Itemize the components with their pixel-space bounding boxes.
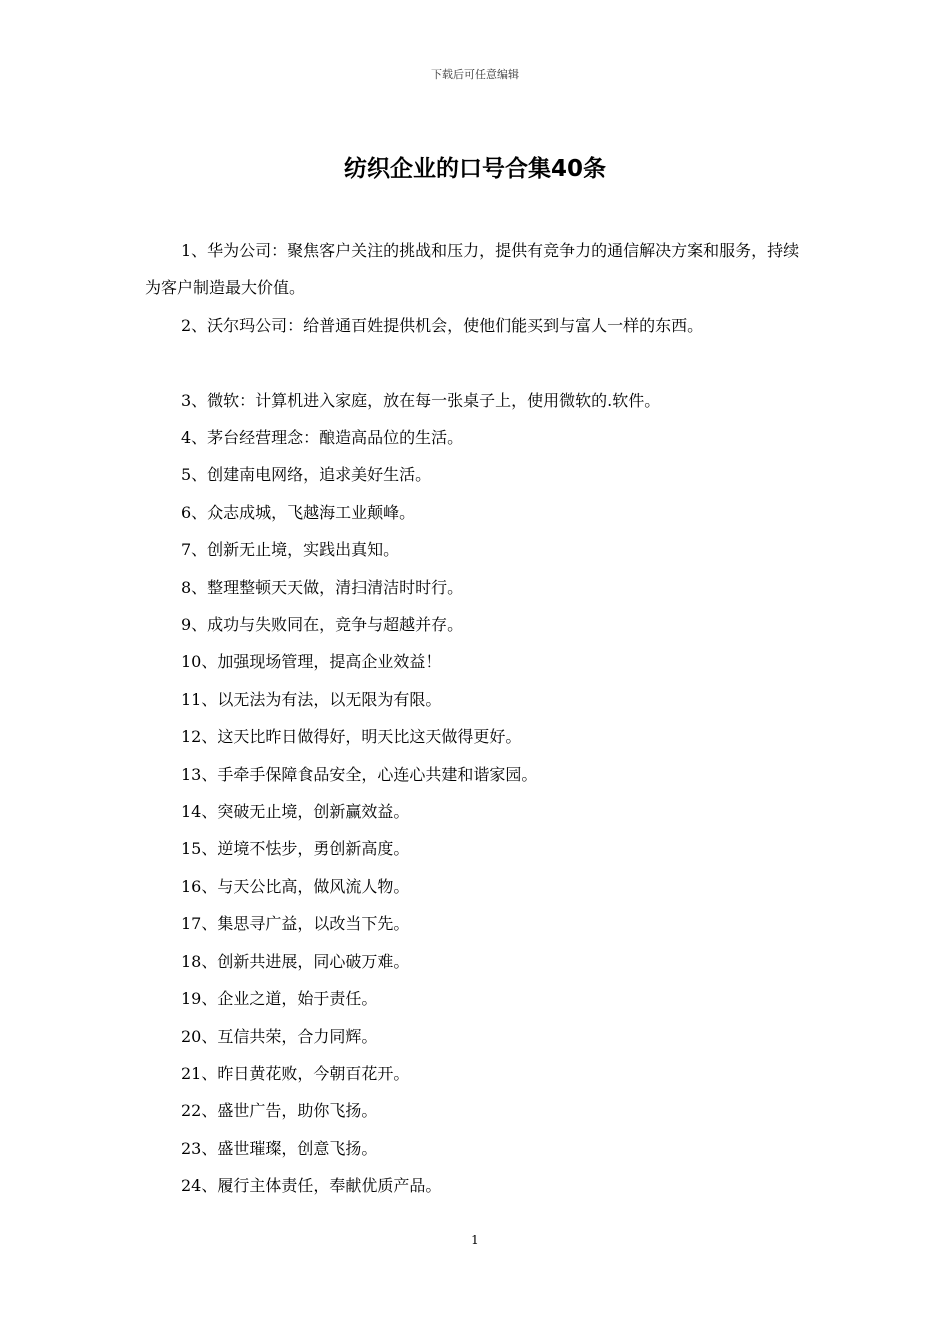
- list-item: 2、沃尔玛公司：给普通百姓提供机会，使他们能买到与富人一样的东西。: [181, 315, 704, 335]
- slogan-list: [145, 232, 810, 1205]
- list-item: 4、茅台经营理念：酿造高品位的生活。: [181, 428, 464, 448]
- list-item: 6、众志成城，飞越海工业颠峰。: [181, 502, 416, 522]
- list-item: 21、昨日黄花败，今朝百花开。: [181, 1063, 410, 1083]
- list-item: 23、盛世璀璨，创意飞扬。: [181, 1138, 378, 1158]
- list-item: 13、手牵手保障食品安全，心连心共建和谐家园。: [181, 764, 538, 784]
- list-item: 15、逆境不怯步，勇创新高度。: [181, 839, 410, 859]
- list-item: 14、突破无止境，创新赢效益。: [181, 802, 410, 822]
- list-item: 20、互信共荣，合力同辉。: [181, 1026, 378, 1046]
- list-item: 11、以无法为有法，以无限为有限。: [181, 689, 442, 709]
- list-item: 7、创新无止境，实践出真知。: [181, 540, 400, 560]
- list-item: 17、集思寻广益，以改当下先。: [181, 914, 410, 934]
- list-item: 18、创新共进展，同心破万难。: [181, 951, 410, 971]
- list-item: 9、成功与失败同在，竞争与超越并存。: [181, 615, 464, 635]
- list-item: 8、整理整顿天天做，清扫清洁时时行。: [181, 577, 464, 597]
- list-item: 1、华为公司：聚焦客户关注的挑战和压力，提供有竞争力的通信解决方案和服务，持续为客户制造最大价值。: [145, 241, 800, 298]
- page-title: 纺织企业的口号合集40条: [343, 156, 606, 182]
- page-header-note: 下载后可任意编辑: [431, 68, 519, 81]
- list-item: 24、履行主体责任，奉献优质产品。: [181, 1176, 442, 1196]
- list-item: 22、盛世广告，助你飞扬。: [181, 1101, 378, 1121]
- page-number: 1: [471, 1233, 479, 1247]
- list-item: 5、创建南电网络，追求美好生活。: [181, 465, 432, 485]
- list-item: 19、企业之道，始于责任。: [181, 989, 378, 1009]
- list-item: 3、微软：计算机进入家庭，放在每一张桌子上，使用微软的.软件。: [181, 390, 661, 410]
- list-item: 12、这天比昨日做得好，明天比这天做得更好。: [181, 727, 522, 747]
- list-item: 10、加强现场管理，提高企业效益！: [181, 652, 442, 672]
- list-item: 16、与天公比高，做风流人物。: [181, 876, 410, 896]
